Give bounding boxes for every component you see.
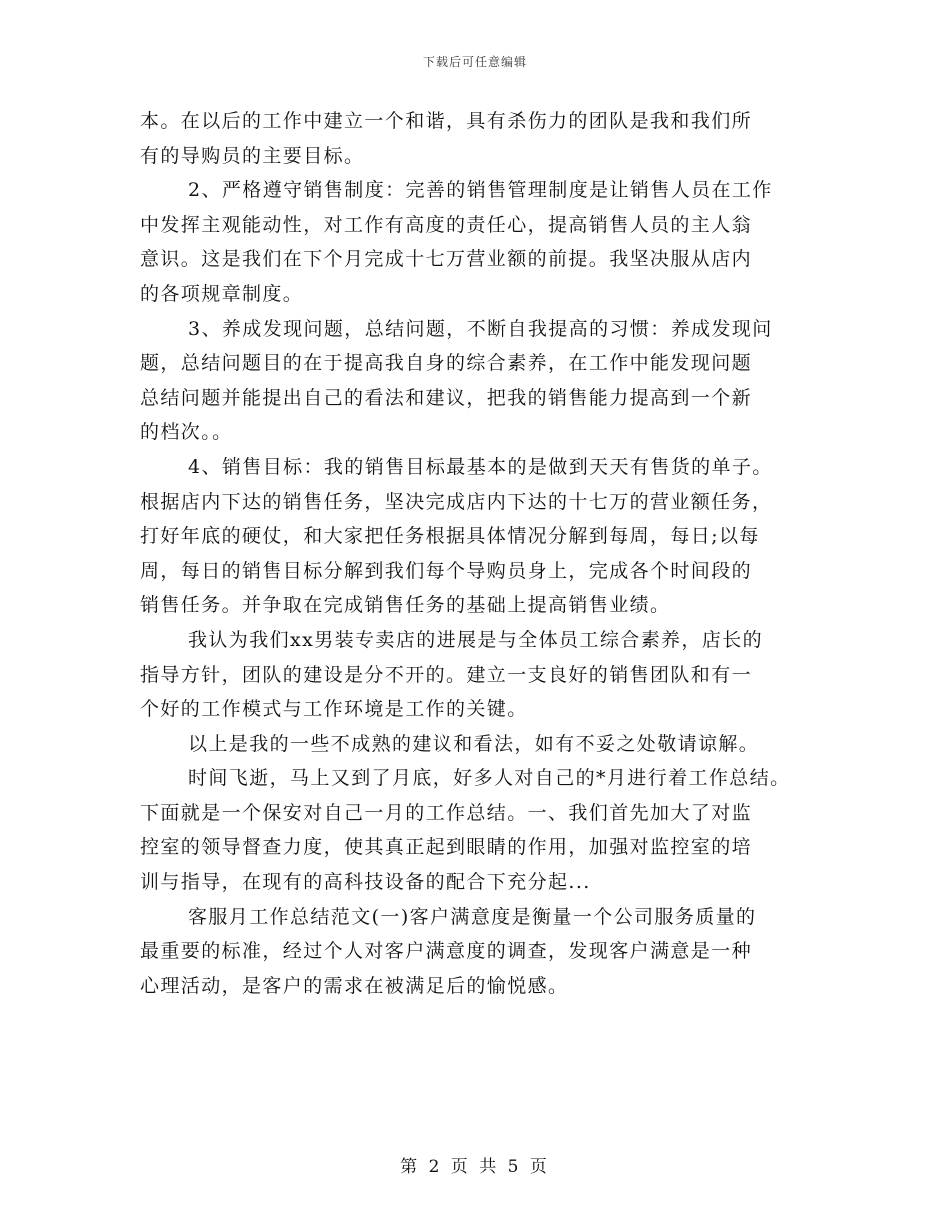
text-line: 中发挥主观能动性，对工作有高度的责任心，提高销售人员的主人翁 [140,213,753,236]
page-number: 第 2 页 共 5 页 [400,1157,550,1177]
text-line: 有的导购员的主要目标。 [140,144,365,167]
text-line: 周，每日的销售目标分解到我们每个导购员身上，完成各个时间段的 [140,559,753,582]
text-line: 本。在以后的工作中建立一个和谐，具有杀伤力的团队是我和我们所 [140,110,753,132]
document-body [140,104,820,1003]
text-line: 题，总结问题目的在于提高我自身的综合素养，在工作中能发现问题 [140,352,753,375]
text-line: 的档次。。 [140,421,233,444]
text-line: 以上是我的一些不成熟的建议和看法，如有不妥之处敬请谅解。 [188,732,760,755]
text-line: 打好年底的硬仗，和大家把任务根据具体情况分解到每周，每日;以每 [140,525,760,548]
text-line: 的各项规章制度。 [140,282,304,305]
text-line: 客服月工作总结范文(一)客户满意度是衡量一个公司服务质量的 [188,905,757,928]
text-line: 训与指导，在现有的高科技设备的配合下充分起... [140,871,591,894]
text-line: 下面就是一个保安对自己一月的工作总结。一、我们首先加大了对监 [140,801,753,824]
text-line: 个好的工作模式与工作环境是工作的关键。 [140,698,528,721]
text-line: 4、销售目标：我的销售目标最基本的是做到天天有售货的单子。 [188,455,773,478]
text-line: 销售任务。并争取在完成销售任务的基础上提高销售业绩。 [140,594,671,617]
text-line: 心理活动，是客户的需求在被满足后的愉悦感。 [140,974,569,997]
text-line: 总结问题并能提出自己的看法和建议，把我的销售能力提高到一个新 [140,386,753,409]
page-header: 下载后可任意编辑 [422,55,527,69]
text-line: 时间飞逝，马上又到了月底，好多人对自己的*月进行着工作总结。 [188,767,791,790]
text-line: 根据店内下达的销售任务，坚决完成店内下达的十七万的营业额任务， [140,490,773,513]
text-line: 3、养成发现问题，总结问题，不断自我提高的习惯：养成发现问 [188,317,773,340]
text-line: 意识。这是我们在下个月完成十七万营业额的前提。我坚决服从店内 [140,248,753,271]
text-line: 控室的领导督查力度，使其真正起到眼睛的作用，加强对监控室的培 [140,836,753,859]
text-line: 2、严格遵守销售制度：完善的销售管理制度是让销售人员在工作 [188,179,773,202]
text-line: 指导方针，团队的建设是分不开的。建立一支良好的销售团队和有一 [140,663,753,686]
text-line: 我认为我们xx男装专卖店的进展是与全体员工综合素养，店长的 [188,628,764,651]
text-line: 最重要的标准，经过个人对客户满意度的调查，发现客户满意是一种 [140,940,753,963]
